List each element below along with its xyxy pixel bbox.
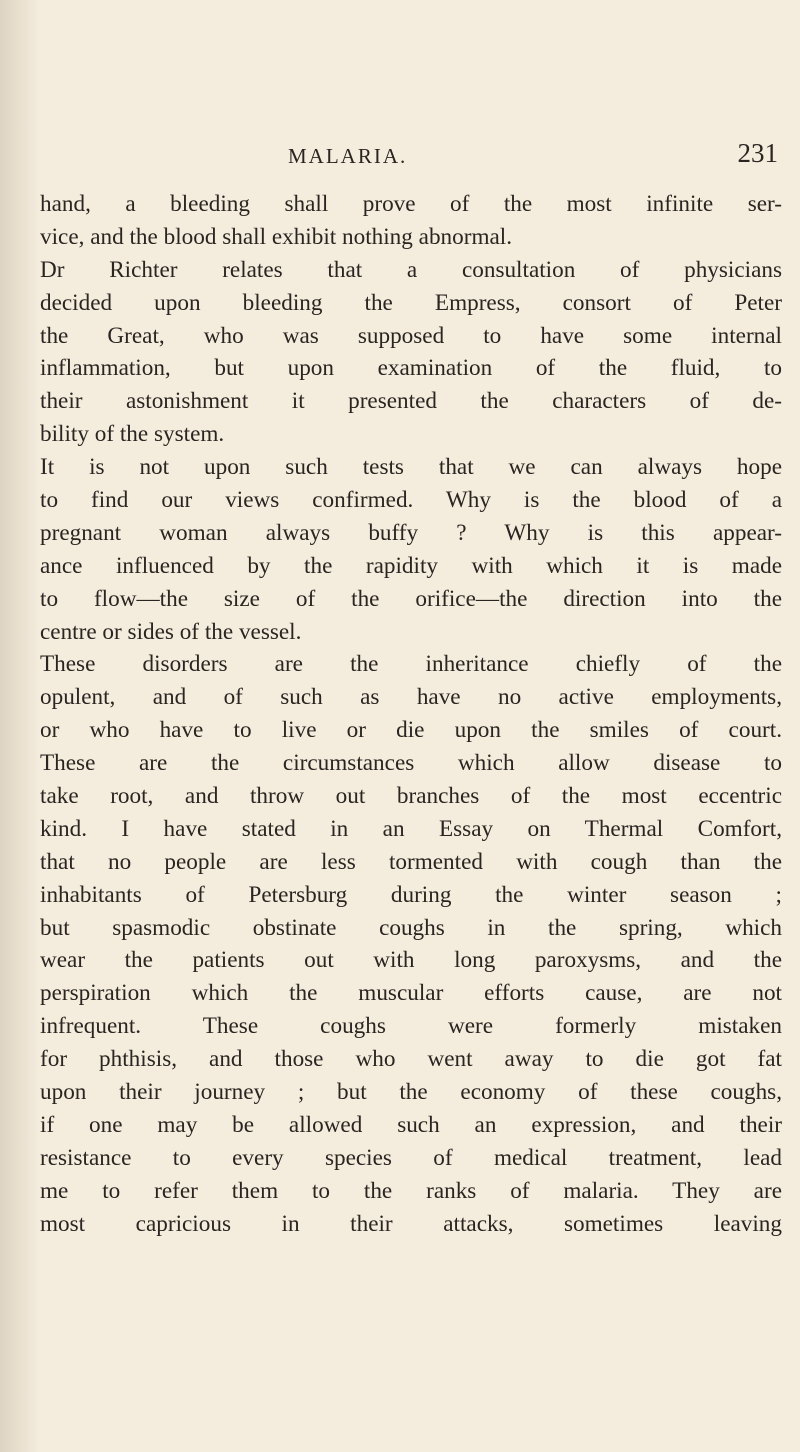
text-line: pregnant woman always buffy ? Why is this appear- [40, 519, 782, 546]
text-line: kind. I have stated in an Essay on Thermal Comfort, [40, 815, 782, 842]
text-line: infrequent. These coughs were formerly mistaken [40, 1013, 782, 1040]
text-line: the Great, who was supposed to have some internal [40, 322, 782, 349]
text-line: upon their journey ; but the economy of these coughs, [40, 1079, 782, 1106]
text-line: opulent, and of such as have no active employments, [40, 684, 782, 711]
text-line: These disorders are the inheritance chiefly of the [40, 651, 782, 678]
text-line: most capricious in their attacks, sometimes leaving [40, 1210, 782, 1237]
text-line: but spasmodic obstinate coughs in the spring, which [40, 914, 782, 941]
body-text [40, 188, 782, 1241]
page-edge-shadow [0, 0, 40, 1452]
page-number: 231 [737, 138, 778, 168]
text-line: for phthisis, and those who went away to die got fat [40, 1046, 782, 1073]
text-line: if one may be allowed such an expression, and their [40, 1111, 782, 1138]
text-line: to flow—the size of the orifice—the direction into the [40, 585, 782, 612]
text-line: vice, and the blood shall exhibit nothing abnormal. [40, 223, 513, 250]
text-line: wear the patients out with long paroxysms, and the [40, 947, 782, 974]
text-line: to find our views confirmed. Why is the blood of a [40, 487, 782, 514]
text-line: decided upon bleeding the Empress, consort of Peter [40, 289, 782, 316]
text-line: bility of the system. [40, 421, 225, 448]
text-line: inflammation, but upon examination of the fluid, to [40, 355, 782, 382]
text-line: resistance to every species of medical treatment, lead [40, 1144, 782, 1171]
text-line: hand, a bleeding shall prove of the most infinite ser- [40, 191, 782, 217]
text-line: me to refer them to the ranks of malaria. They are [40, 1177, 782, 1204]
text-line: take root, and throw out branches of the most eccentric [40, 783, 782, 810]
text-line: that no people are less tormented with cough than the [40, 848, 782, 875]
text-line: centre or sides of the vessel. [40, 618, 302, 645]
text-line: their astonishment it presented the characters of de- [40, 388, 782, 415]
text-line: These are the circumstances which allow disease to [40, 750, 782, 777]
text-line: or who have to live or die upon the smiles of court. [40, 717, 782, 744]
text-line: inhabitants of Petersburg during the winter season ; [40, 881, 782, 908]
text-line: Dr Richter relates that a consultation of physicians [40, 256, 782, 283]
text-line: ance influenced by the rapidity with which it is made [40, 552, 782, 579]
page-header [0, 138, 800, 182]
text-line: It is not upon such tests that we can always hope [40, 454, 782, 481]
running-head: MALARIA. [288, 144, 408, 168]
text-line: perspiration which the muscular efforts cause, are not [40, 980, 782, 1007]
